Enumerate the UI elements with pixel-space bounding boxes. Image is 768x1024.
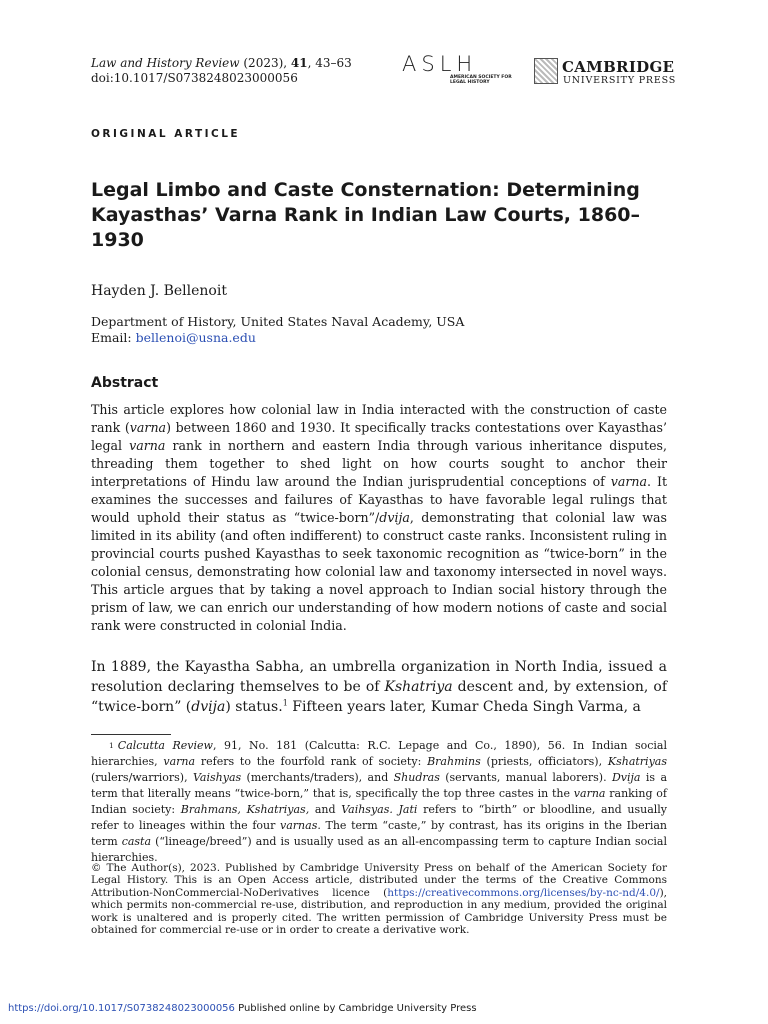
cambridge-shield-icon <box>534 58 558 84</box>
aslh-logo <box>402 52 512 85</box>
email-line: Email: bellenoi@usna.edu <box>91 330 256 345</box>
journal-name: Law and History Review <box>91 56 240 70</box>
license-link[interactable]: https://creativecommons.org/licenses/by-nc-nd/4.0/ <box>387 886 660 899</box>
cambridge-sub: UNIVERSITY PRESS <box>563 75 677 86</box>
abstract-heading: Abstract <box>91 375 159 391</box>
abstract-text: This article explores how colonial law in India interacted with the construction of caste rank (varna) between 1860 and 1930. It specifically tracks contestations over Kayasthas’ legal varna rank in northern and eastern India through various inheritance disputes, threading them together to shed light on how courts sought to anchor their interpretations of Hindu law around the Indian jurisprudential conceptions of varna. It examines the successes and failures of Kayasthas to have favorable legal rulings that would uphold their status as “twice-born”/dvija, demonstrating that colonial law was limited in its ability (and often indifferent) to construct caste ranks. Inconsistent ruling in provincial courts pushed Kayasthas to seek taxonomic recognition as “twice-born” in the colonial census, demonstrating how colonial law and taxonomy intersected in novel ways. This article argues that by taking a novel approach to Indian social history through the prism of law, we can enrich our understanding of how modern notions of caste and social rank were constructed in colonial India. <box>91 402 668 633</box>
footnote-1: $^1$ Calcutta Review, 91, No. 181 (Calcutta: R.C. Lepage and Co., 1890), 56. In Indian social hierarchies, varna refers to the fourfold rank of society: Brahmins (priests, officiators), Kshatriyas (rulers/warriors), Vaishyas (merchants/traders), and Shudras (servants, manual laborers). Dvija is a term that literally means “twice-born,” that is, specifically the top three castes in the varna ranking of Indian society: Brahmans, Kshatriyas, and Vaihsyas. Jati refers to “birth” or bloodline, and usually refer to lineages within the four varnas. The term “caste,” by contrast, has its origins in the Iberian term casta (“lineage/breed”) and is usually used as an all-encompassing term to capture Indian social hierarchies. <box>91 739 668 864</box>
aslh-name: AMERICAN SOCIETY FOR LEGAL HISTORY <box>450 75 512 85</box>
doi-link[interactable]: https://doi.org/10.1017/S0738248023000056 <box>8 1003 235 1014</box>
journal-volume: 41 <box>290 56 308 70</box>
footnote-ref[interactable]: 1 <box>282 698 288 708</box>
author-name: Hayden J. Bellenoit <box>91 283 227 299</box>
journal-doi: doi:10.1017/S0738248023000056 <box>91 71 298 85</box>
article-title: Legal Limbo and Caste Consternation: Determining Kayasthas’ Varna Rank in Indian Law Courts, 1860–1930 <box>91 179 641 251</box>
cambridge-name: CAMBRIDGE <box>562 58 675 76</box>
publisher-logos <box>402 52 678 92</box>
email-link[interactable]: bellenoi@usna.edu <box>135 330 256 345</box>
article-type: ORIGINAL ARTICLE <box>91 128 241 140</box>
copyright-notice: © The Author(s), 2023. Published by Cambridge University Press on behalf of the American Society for Legal History. This is an Open Access article, distributed under the terms of the Creative Commons Attribution-NonCommercial-NoDerivatives licence (https://creativecommons.org/licenses/by-nc-nd/4.0/), which permits non-commercial re-use, distribution, and reproduction in any medium, provided the original work is unaltered and is properly cited. The written permission of Cambridge University Press must be obtained for commercial re-use or in order to create a derivative work. <box>91 862 667 937</box>
journal-citation <box>91 56 352 86</box>
body-paragraph: In 1889, the Kayastha Sabha, an umbrella organization in North India, issued a resolution declaring themselves to be of Kshatriya descent and, by extension, of “twice-born” (dvija) status.$^1$ Fifteen years later, Kumar Cheda Singh Varma, a <box>91 659 668 715</box>
author-affiliation <box>91 314 464 346</box>
footnote-divider <box>91 734 171 735</box>
journal-line: Law and History Review (2023), 41, 43–63 <box>91 56 352 70</box>
aslh-mark: ASLH <box>402 52 478 76</box>
page-footer: https://doi.org/10.1017/S0738248023000056 Published online by Cambridge University Press <box>8 1003 477 1014</box>
affiliation-text: Department of History, United States Naval Academy, USA <box>91 314 465 329</box>
